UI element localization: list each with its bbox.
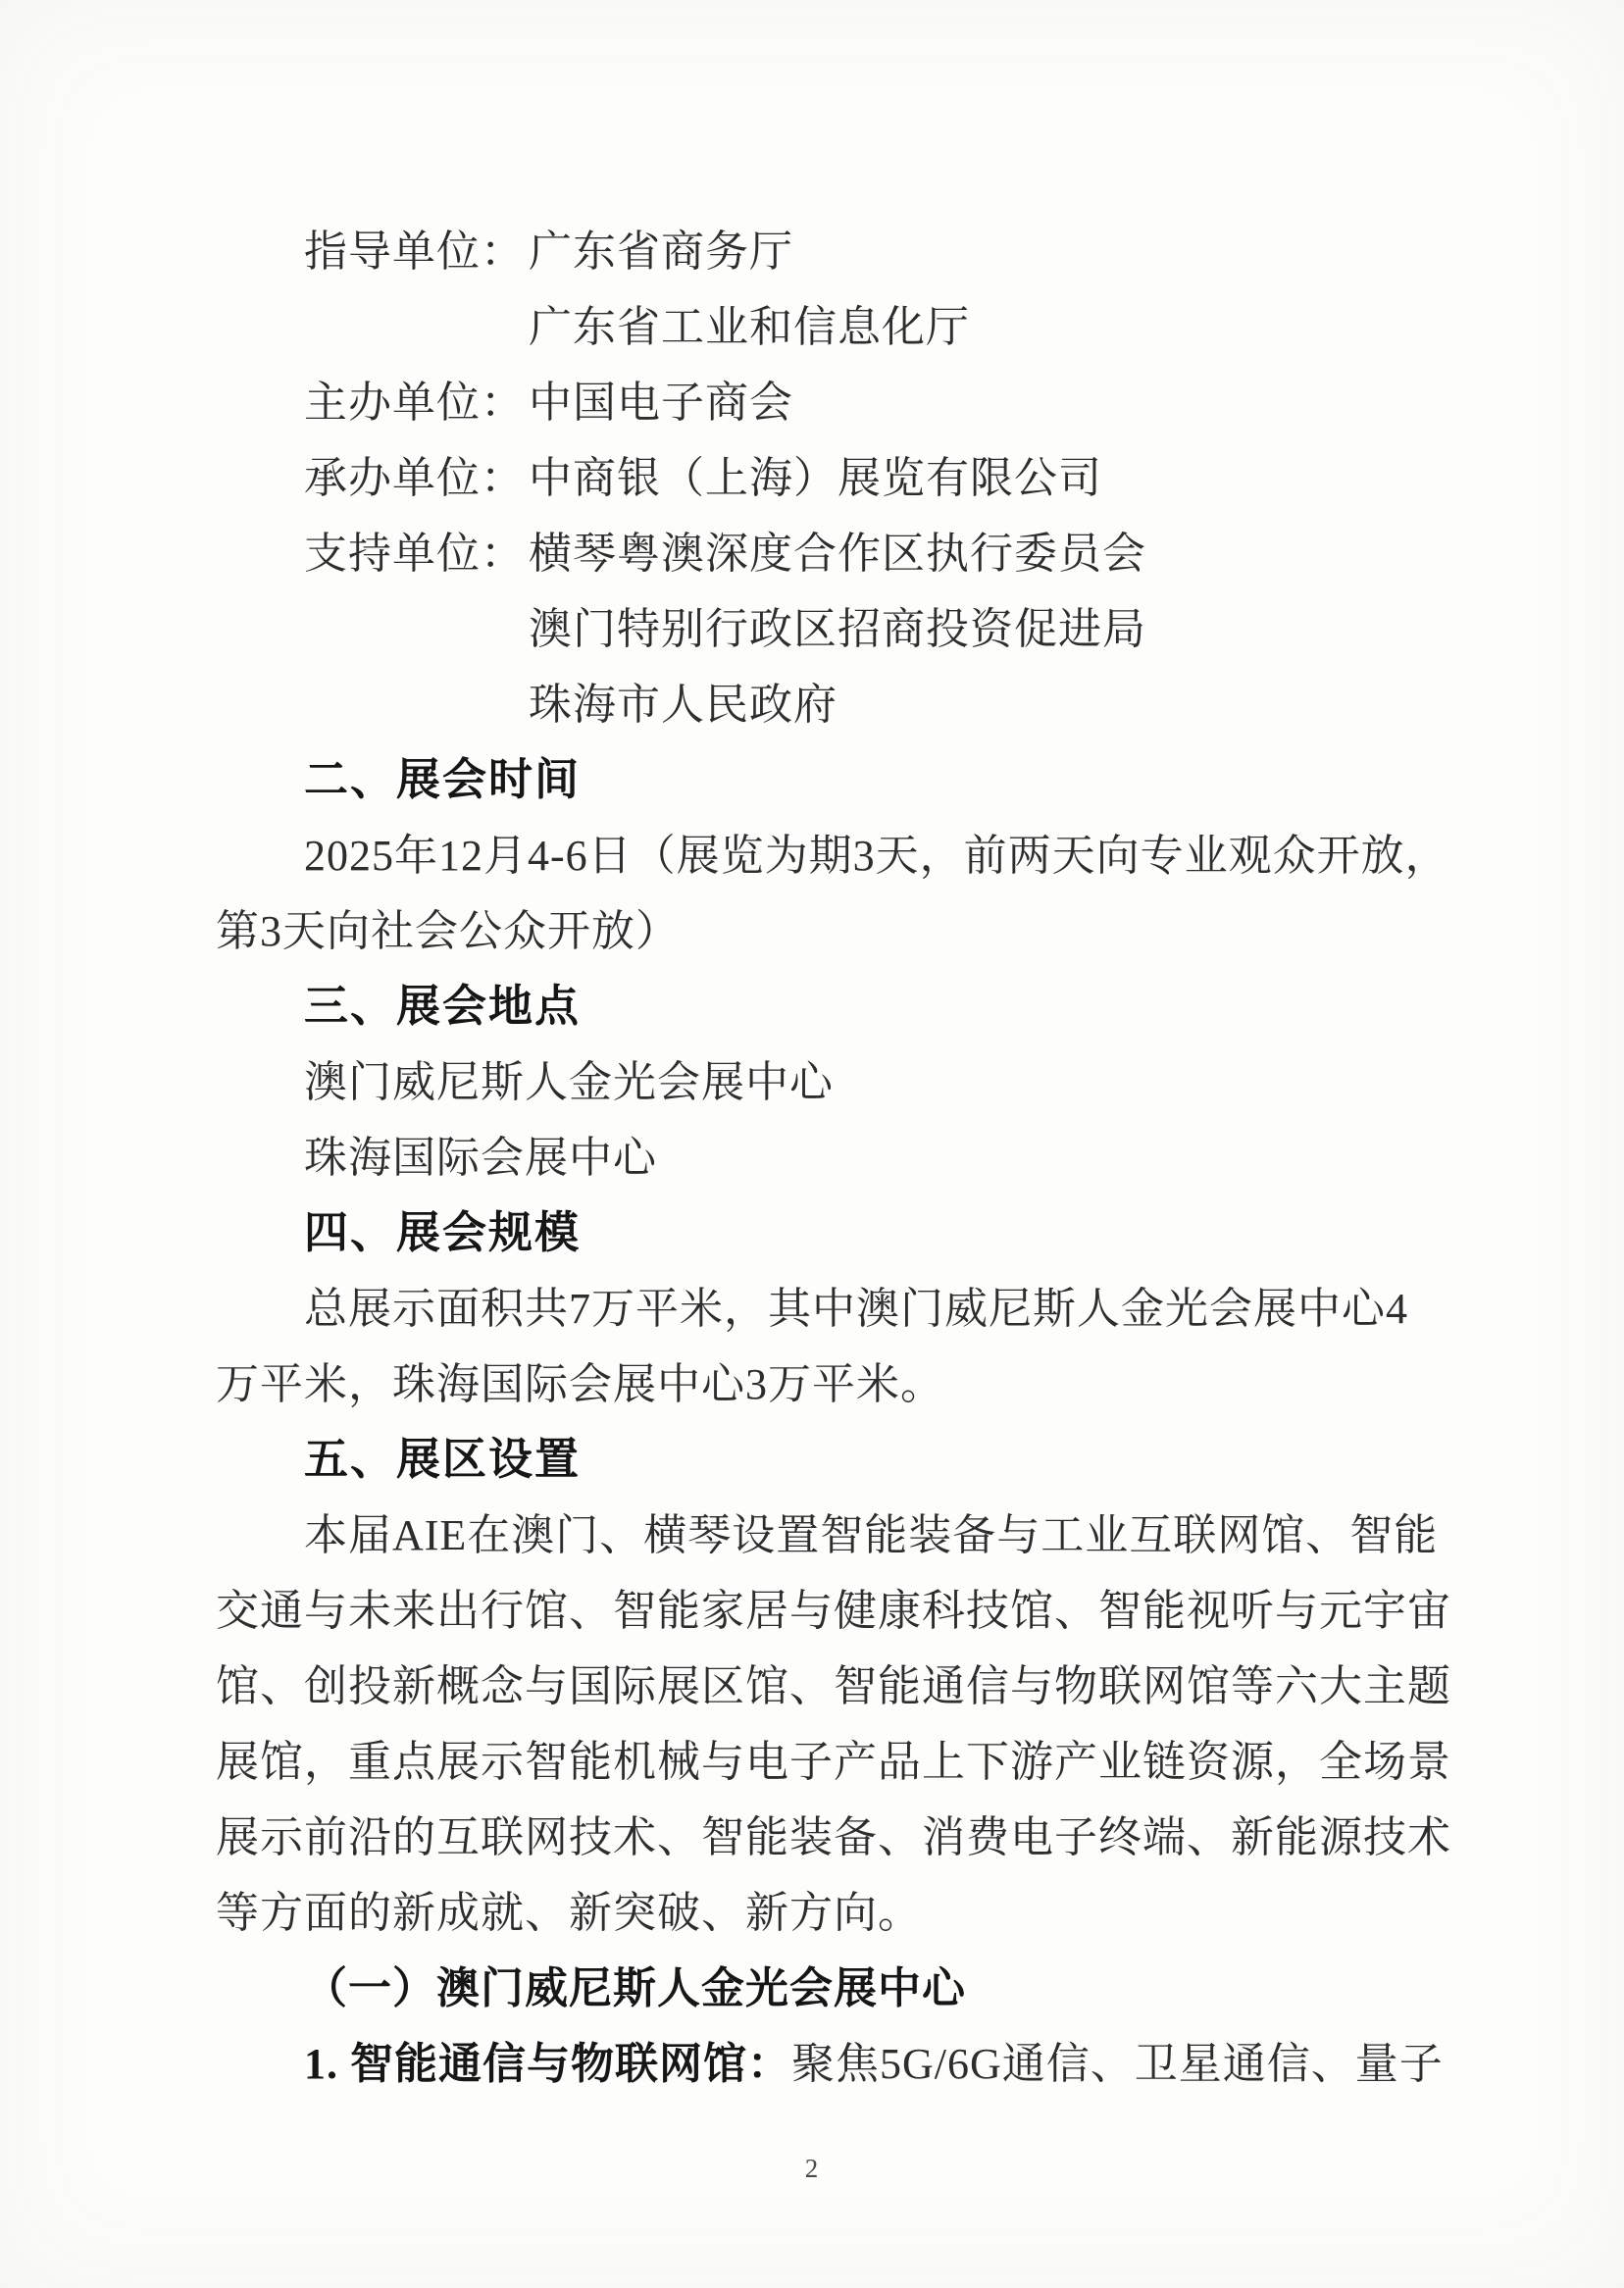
organizer-label: 承办单位： xyxy=(304,454,525,502)
section-heading-venue: 三、展会地点 xyxy=(304,982,582,1031)
hall-line xyxy=(216,2026,1451,2102)
organizer-label: 主办单位： xyxy=(304,379,525,427)
hall-description: 聚焦5G/6G通信、卫星通信、量子 xyxy=(791,2040,1444,2088)
zones-paragraph-line: 馆、创投新概念与国际展区馆、智能通信与物联网馆等六大主题 xyxy=(216,1662,1451,1710)
hall-title: 1. 智能通信与物联网馆： xyxy=(304,2040,791,2088)
zones-paragraph-line: 等方面的新成就、新突破、新方向。 xyxy=(216,1889,922,1937)
organizer-value: 珠海市人民政府 xyxy=(529,681,837,729)
venue-line: 珠海国际会展中心 xyxy=(304,1134,657,1182)
zones-paragraph-line: 本届AIE在澳门、横琴设置智能装备与工业互联网馆、智能 xyxy=(304,1511,1439,1559)
organizer-value: 澳门特别行政区招商投资促进局 xyxy=(529,605,1146,653)
section-heading-time: 二、展会时间 xyxy=(304,755,582,804)
scale-paragraph-line: 万平米，珠海国际会展中心3万平米。 xyxy=(216,1360,944,1408)
time-paragraph-line: 2025年12月4-6日（展览为期3天，前两天向专业观众开放， xyxy=(304,832,1449,880)
organizer-label: 支持单位： xyxy=(304,530,525,578)
organizer-row xyxy=(216,440,1451,516)
document-content xyxy=(216,214,1451,2102)
page-number: 2 xyxy=(804,2154,820,2183)
subsection-heading-macau-venue: （一）澳门威尼斯人金光会展中心 xyxy=(304,1964,966,2012)
organizer-value: 横琴粤澳深度合作区执行委员会 xyxy=(529,530,1146,578)
organizer-label: 指导单位： xyxy=(304,228,525,276)
organizer-row xyxy=(216,591,1451,667)
organizer-value: 广东省工业和信息化厅 xyxy=(529,303,970,351)
time-paragraph-line: 第3天向社会公众开放） xyxy=(216,907,680,955)
organizer-row xyxy=(216,516,1451,591)
zones-paragraph-line: 展馆，重点展示智能机械与电子产品上下游产业链资源，全场景 xyxy=(216,1738,1451,1786)
venue-line: 澳门威尼斯人金光会展中心 xyxy=(304,1058,834,1106)
organizer-value: 广东省商务厅 xyxy=(529,228,793,276)
organizer-value: 中国电子商会 xyxy=(529,379,793,427)
organizer-row xyxy=(216,667,1451,742)
section-heading-zones: 五、展区设置 xyxy=(304,1435,582,1484)
section-heading-scale: 四、展会规模 xyxy=(304,1208,582,1257)
organizer-row xyxy=(216,214,1451,289)
zones-paragraph-line: 交通与未来出行馆、智能家居与健康科技馆、智能视听与元宇宙 xyxy=(216,1587,1451,1635)
organizer-row xyxy=(216,289,1451,365)
scale-paragraph-line: 总展示面积共7万平米，其中澳门威尼斯人金光会展中心4 xyxy=(304,1285,1408,1333)
organizer-row xyxy=(216,365,1451,440)
zones-paragraph-line: 展示前沿的互联网技术、智能装备、消费电子终端、新能源技术 xyxy=(216,1813,1451,1861)
organizer-value: 中商银（上海）展览有限公司 xyxy=(529,454,1102,502)
